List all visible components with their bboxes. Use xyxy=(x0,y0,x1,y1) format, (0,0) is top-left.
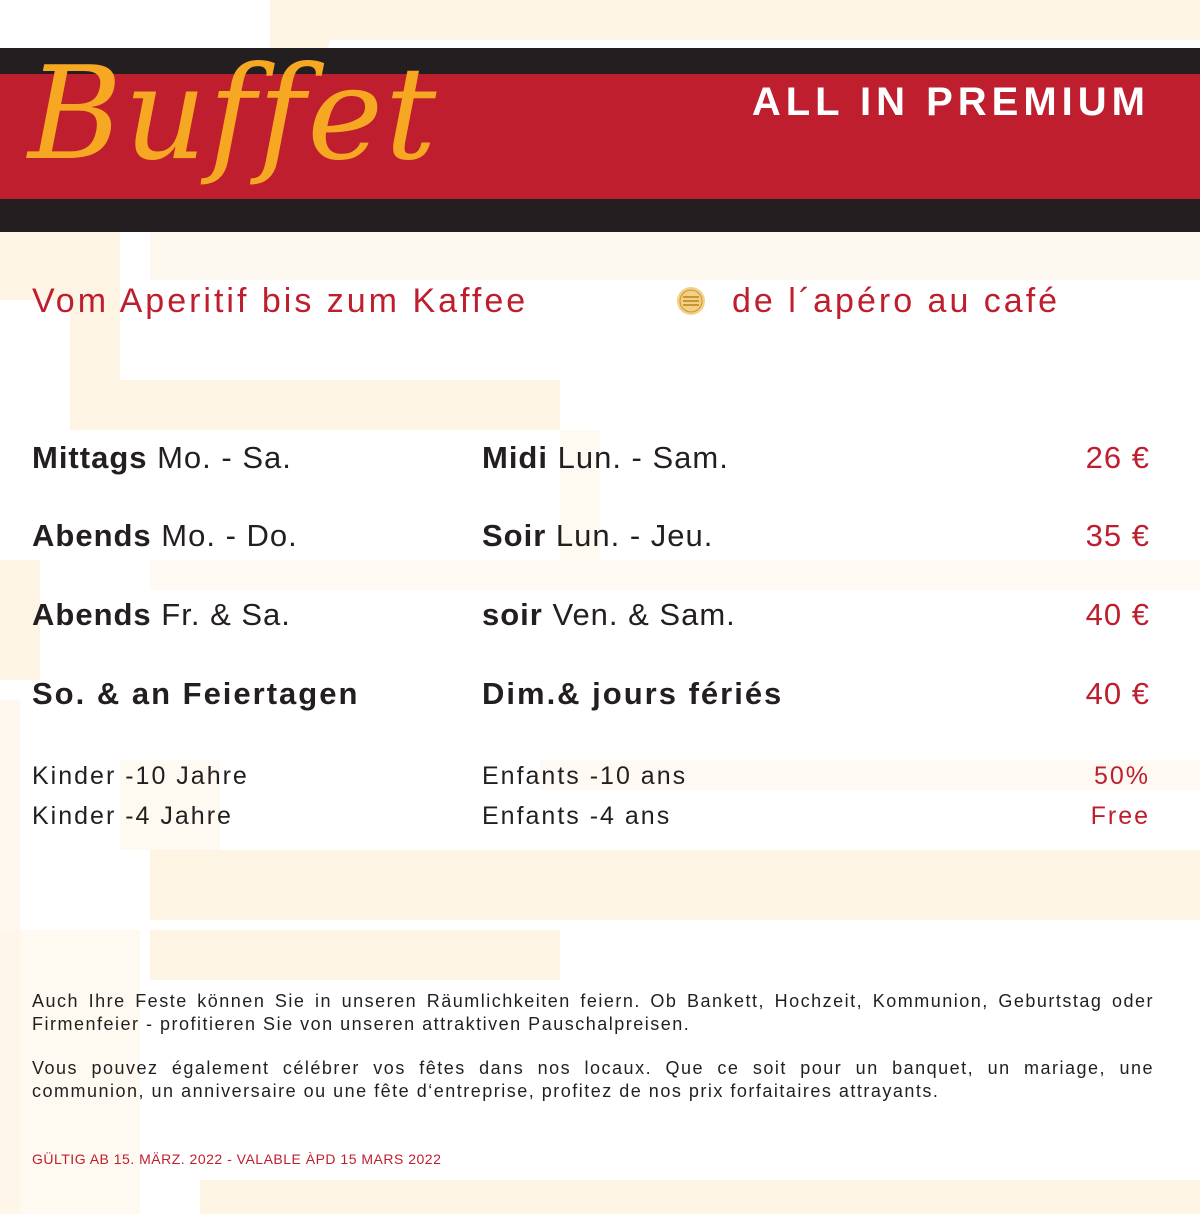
german-period: Abends xyxy=(32,597,152,632)
german-period: Mittags xyxy=(32,440,148,475)
price-row-german xyxy=(32,676,359,712)
price-row-dinner-weekend xyxy=(32,597,1150,643)
french-days: Ven. & Sam. xyxy=(542,597,736,632)
german-days: Fr. & Sa. xyxy=(151,597,291,632)
price-row-lunch xyxy=(32,440,1150,486)
price-row-german xyxy=(32,440,292,476)
children-french: Enfants -4 ans xyxy=(482,802,672,830)
german-period: Abends xyxy=(32,518,152,553)
children-german: Kinder -4 Jahre xyxy=(32,802,233,830)
french-period: Midi xyxy=(482,440,548,475)
events-text-german: Auch Ihre Feste können Sie in unseren Räumlichkeiten feiern. Ob Bankett, Hochzeit, Kommunion, Geburtstag oder Firmenfeier - profitieren Sie von unseren attraktiven Pauschalpreisen. xyxy=(32,991,1154,1034)
french-period: soir xyxy=(482,597,543,632)
golden-seal-icon xyxy=(676,286,706,316)
price-row-french xyxy=(482,676,783,712)
price-row-german xyxy=(32,518,298,554)
french-days: Lun. - Jeu. xyxy=(546,518,714,553)
french-days: Lun. - Sam. xyxy=(548,440,729,475)
german-period: So. & an Feiertagen xyxy=(32,676,360,711)
tagline xyxy=(32,276,1152,326)
children-row-under-4 xyxy=(32,802,1150,836)
price-row-french xyxy=(482,518,713,554)
buffet-title: Buffet xyxy=(28,40,439,189)
children-german: Kinder -10 Jahre xyxy=(32,762,249,790)
german-days: Mo. - Do. xyxy=(151,518,298,553)
french-period: Dim.& jours fériés xyxy=(482,676,784,711)
price-value: 35 € xyxy=(1085,518,1150,553)
price-value: 26 € xyxy=(1085,440,1150,475)
children-french: Enfants -10 ans xyxy=(482,762,688,790)
children-row-under-10 xyxy=(32,762,1150,796)
price-row-french xyxy=(482,597,736,633)
price-row-sunday-holidays xyxy=(32,676,1150,722)
price-value: 40 € xyxy=(1085,676,1150,711)
price-row-french xyxy=(482,440,729,476)
tagline-german: Vom Aperitif bis zum Kaffee xyxy=(32,281,529,320)
german-days: Mo. - Sa. xyxy=(147,440,292,475)
events-text-french: Vous pouvez également célébrer vos fêtes dans nos locaux. Que ce soit pour un banquet, un mariage, une communion, un anniversaire ou une fête d‘entreprise, profitez de nos prix forfaitaires attrayants. xyxy=(32,1058,1154,1101)
children-price: Free xyxy=(1090,802,1150,830)
price-row-german xyxy=(32,597,291,633)
price-row-dinner-weekday xyxy=(32,518,1150,564)
tagline-french: de l´apéro au café xyxy=(732,281,1061,320)
buffet-subtitle: ALL IN PREMIUM xyxy=(751,80,1150,124)
french-period: Soir xyxy=(482,518,547,553)
price-value: 40 € xyxy=(1085,597,1150,632)
children-price: 50% xyxy=(1093,762,1150,790)
validity-date: GÜLTIG AB 15. MÄRZ. 2022 - VALABLE ÀPD 15 MARS 2022 xyxy=(32,1151,442,1167)
